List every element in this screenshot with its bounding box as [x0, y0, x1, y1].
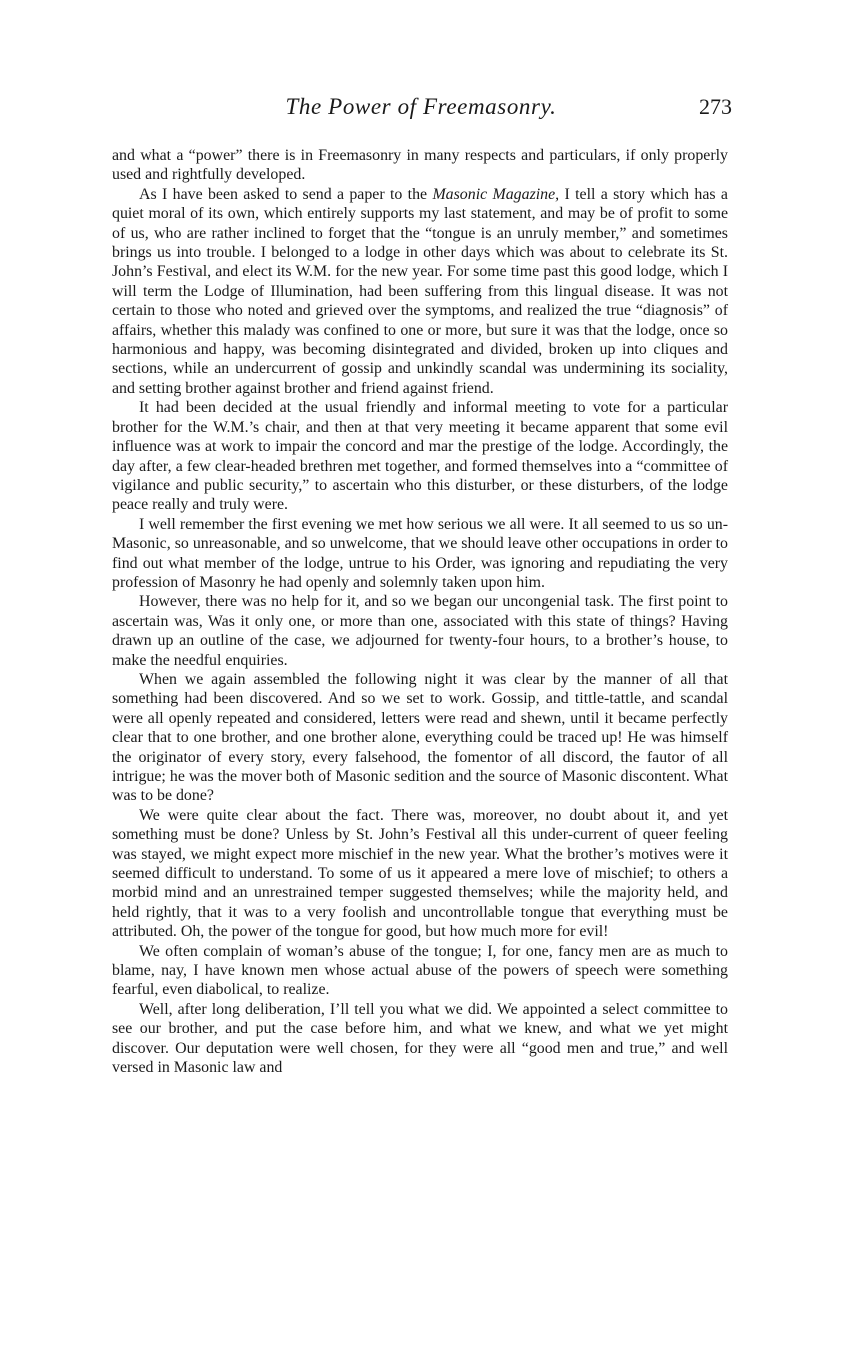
paragraph-6: When we again assembled the following night it was clear by the manner of all that something had been discovered. And so we set to work. Gossip, and tittle-tattle, and scandal were all openly repeated and considered, letters were read and shewn, until it became perfectly clear that to one brother, and one brother alone, everything could be traced up! He was himself the originator of every story, every falsehood, the fomentor of all discord, the fautor of all intrigue; he was the mover both of Masonic sedition and the source of Masonic discontent. What was to be done? [112, 670, 728, 805]
running-head: The Power of Freemasonry. [285, 94, 557, 119]
paragraph-1: and what a “power” there is in Freemasonry in many respects and particulars, if only properly used and rightfully developed. [112, 147, 728, 184]
paragraph-2-rest: I tell a story which has a quiet moral of its own, which entirely supports my last statement, and may be of profit to some of us, who are rather inclined to forget that the “tongue is an unruly member,” and sometimes brings us into trouble. I belonged to a lodge in other days which was about to celebrate its St. John’s Festival, and elect its W.M. for the new year. For some time past this good lodge, which I will term the Lodge of Illumination, had been suffering from this lingual disease. It was not certain to those who noted and grieved over the symptoms, and realized the true “diagnosis” of affairs, whether this malady was confined to one or more, but sure it was that the lodge, once so harmonious and happy, was becoming disintegrated and divided, broken up into cliques and sections, while an undercurrent of gossip and unkindly scandal was undermining its sociality, and setting brother against brother and friend against friend. [112, 185, 728, 397]
paragraph-2-lead: As I have been asked to send a paper to the [139, 185, 433, 203]
paragraph-3: It had been decided at the usual friendly and informal meeting to vote for a particular brother for the W.M.’s chair, and then at that very meeting it became apparent that some evil influence was at work to impair the concord and mar the prestige of the lodge. Accordingly, the day after, a few clear-headed brethren met together, and formed themselves into a “committee of vigilance and public security,” to ascertain who this disturber, or these disturbers, of the lodge peace really and truly were. [112, 399, 728, 514]
paragraph-8: We often complain of woman’s abuse of the tongue; I, for one, fancy men are as much to blame, nay, I have known men whose actual abuse of the powers of speech were something fearful, even diabolical, to realize. [112, 942, 728, 999]
magazine-title: Masonic Magazine, [432, 185, 560, 203]
article-body [112, 146, 728, 1078]
paragraph-4: I well remember the first evening we met how serious we all were. It all seemed to us so un-Masonic, so unreasonable, and so unwelcome, that we should leave other occupations in order to find out what member of the lodge, untrue to his Order, was ignoring and repudiating the very profession of Masonry he had openly and solemnly taken upon him. [112, 515, 728, 591]
paragraph-9: Well, after long deliberation, I’ll tell you what we did. We appointed a select committee to see our brother, and put the case before him, and what we knew, and what we yet might discover. Our deputation were well chosen, for they were all “good men and true,” and well versed in Masonic law and [112, 1000, 728, 1077]
paragraph-5: However, there was no help for it, and so we began our uncongenial task. The first point to ascertain was, Was it only one, or more than one, associated with this state of things? Having drawn up an outline of the case, we adjourned for twenty-four hours, to a brother’s house, to make the needful enquiries. [112, 593, 728, 669]
page-header [110, 94, 732, 128]
paragraph-7: We were quite clear about the fact. There was, moreover, no doubt about it, and yet something must be done? Unless by St. John’s Festival all this under-current of queer feeling was stayed, we might expect more mischief in the new year. What the brother’s motives were it seemed difficult to understand. To some of us it appeared a mere love of mischief; to others a morbid mind and an unrestrained temper suggested themselves; while the majority held, and held rightly, that it was to a very foolish and uncontrollable tongue that everything must be attributed. Oh, the power of the tongue for good, but how much more for evil! [112, 806, 728, 941]
paragraph-2 [112, 185, 728, 398]
page-number: 273 [699, 94, 732, 119]
